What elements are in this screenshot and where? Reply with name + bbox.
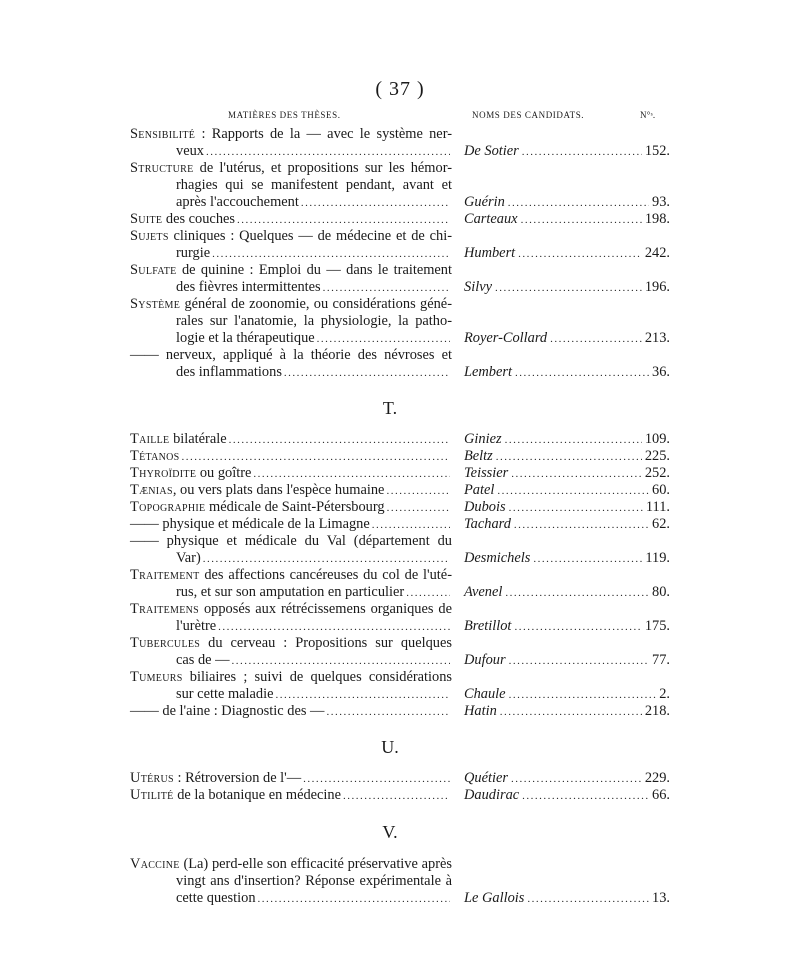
dot-leader <box>511 771 642 788</box>
entry-subject-text: cette question <box>176 890 256 906</box>
entry-line <box>130 330 670 347</box>
index-entry <box>130 347 670 381</box>
thesis-number: 119. <box>645 550 670 566</box>
dot-leader <box>218 619 450 636</box>
thesis-number: 213. <box>644 330 670 346</box>
entry-subject-text: logie et la thérapeutique <box>176 330 315 346</box>
dot-leader <box>212 246 450 263</box>
header-candidates: NOMS DES CANDIDATS. <box>472 110 585 120</box>
entry-line <box>130 211 670 228</box>
entry-subject-text: Utilité de la botanique en médecine <box>130 787 342 803</box>
dot-leader <box>550 331 642 348</box>
entry-line <box>130 296 670 313</box>
dot-leader <box>343 788 450 805</box>
dot-leader <box>508 195 649 212</box>
entry-line <box>130 618 670 635</box>
entry-subject-text: des fièvres intermittentes <box>176 279 321 295</box>
candidate-name: Lembert <box>464 364 512 380</box>
dot-leader <box>511 466 642 483</box>
section-letter-t: T. <box>382 398 398 418</box>
entry-line <box>130 770 670 787</box>
candidate-name: Tachard <box>464 516 511 532</box>
entry-line <box>130 177 670 194</box>
entry-subject-text: veux <box>176 143 204 159</box>
entry-subject-text: Vaccine (La) perd-elle son efficacité préservative après <box>130 856 452 872</box>
dot-leader <box>229 432 450 449</box>
entry-subject-text: Tubercules du cerveau : Propositions sur quelques <box>130 635 452 651</box>
index-entry <box>130 431 670 448</box>
entry-subject-text: après l'accouchement <box>176 194 299 210</box>
entry-subject-text: Système général de zoonomie, ou considérations géné- <box>130 296 452 312</box>
dot-leader <box>232 653 450 670</box>
dot-leader <box>276 687 451 704</box>
index-entry <box>130 448 670 465</box>
candidate-name: Le Gallois <box>464 890 525 906</box>
dot-leader <box>509 653 649 670</box>
candidate-name: Hatin <box>464 703 497 719</box>
section-s <box>130 126 670 381</box>
entry-subject-text: Utérus : Rétroversion de l'— <box>130 770 302 786</box>
index-entry <box>130 228 670 262</box>
entry-subject-text: cas de — <box>176 652 230 668</box>
entry-subject-text: —— nerveux, appliqué à la théorie des névroses et <box>130 347 452 363</box>
entry-line <box>130 873 670 890</box>
thesis-number: 111. <box>645 499 670 515</box>
thesis-number: 13. <box>652 890 670 906</box>
index-entry <box>130 499 670 516</box>
entry-subject-text: Thyroïdite ou goître <box>130 465 252 481</box>
candidate-name: Silvy <box>464 279 492 295</box>
entry-line <box>130 482 670 499</box>
dot-leader <box>515 365 649 382</box>
entry-line <box>130 787 670 804</box>
entry-line <box>130 228 670 245</box>
entry-subject-text: Tumeurs biliaires ; suivi de quelques considérations <box>130 669 452 685</box>
index-entry <box>130 482 670 499</box>
thesis-number: 66. <box>652 787 670 803</box>
index-entry <box>130 516 670 533</box>
entry-line <box>130 567 670 584</box>
candidate-name: Dufour <box>464 652 506 668</box>
index-entry <box>130 856 670 907</box>
index-entry <box>130 160 670 211</box>
thesis-number: 196. <box>644 279 670 295</box>
section-letter-v: V. <box>382 822 398 842</box>
thesis-number: 229. <box>644 770 670 786</box>
dot-leader <box>237 212 450 229</box>
entry-line <box>130 584 670 601</box>
thesis-number: 109. <box>644 431 670 447</box>
dot-leader <box>326 704 450 721</box>
index-entry <box>130 567 670 601</box>
index-entry <box>130 787 670 804</box>
entry-subject-text: sur cette maladie <box>176 686 274 702</box>
candidate-name: Giniez <box>464 431 502 447</box>
dot-leader <box>533 551 642 568</box>
entry-subject-text: Sensibilité : Rapports de la — avec le système ner- <box>130 126 452 142</box>
dot-leader <box>206 144 450 161</box>
candidate-name: Avenel <box>464 584 503 600</box>
dot-leader <box>284 365 450 382</box>
entry-subject-text: Tétanos <box>130 448 180 464</box>
thesis-number: 198. <box>644 211 670 227</box>
dot-leader <box>203 551 450 568</box>
candidate-name: Daudirac <box>464 787 520 803</box>
entry-subject-text: Structure de l'utérus, et propositions sur les hémor- <box>130 160 452 176</box>
entry-line <box>130 635 670 652</box>
entry-line <box>130 465 670 482</box>
entry-subject-text: Var) <box>176 550 201 566</box>
entry-line <box>130 533 670 550</box>
entry-line <box>130 194 670 211</box>
entry-subject-text: rurgie <box>176 245 211 261</box>
dot-leader <box>253 466 450 483</box>
dot-leader <box>258 891 450 908</box>
entry-line <box>130 431 670 448</box>
entry-line <box>130 686 670 703</box>
entry-subject-text: Suite des couches <box>130 211 236 227</box>
section-u <box>130 770 670 804</box>
index-entry <box>130 770 670 787</box>
dot-leader <box>387 500 450 517</box>
dot-leader <box>514 619 641 636</box>
entry-line <box>130 669 670 686</box>
candidate-name: De Sotier <box>464 143 519 159</box>
candidate-name: Teissier <box>464 465 509 481</box>
entry-subject-text: Sulfate de quinine : Emploi du — dans le traitement <box>130 262 452 278</box>
index-entry <box>130 465 670 482</box>
header-numbers: N°ˢ. <box>640 110 656 120</box>
thesis-number: 36. <box>652 364 670 380</box>
candidate-name: Dubois <box>464 499 506 515</box>
entry-line <box>130 245 670 262</box>
entry-subject-text: —— physique et médicale de la Limagne <box>130 516 370 532</box>
entry-line <box>130 448 670 465</box>
thesis-number: 218. <box>644 703 670 719</box>
index-entry <box>130 533 670 567</box>
candidate-name: Quétier <box>464 770 508 786</box>
header-subjects: MATIÈRES DES THÈSES. <box>228 110 341 120</box>
entry-line <box>130 347 670 364</box>
dot-leader <box>500 704 642 721</box>
entry-line <box>130 550 670 567</box>
entry-line <box>130 652 670 669</box>
thesis-number: 252. <box>644 465 670 481</box>
index-entry <box>130 635 670 669</box>
index-entry <box>130 211 670 228</box>
thesis-number: 77. <box>652 652 670 668</box>
thesis-number: 225. <box>644 448 670 464</box>
entry-subject-text: Sujets cliniques : Quelques — de médecine et de chi- <box>130 228 452 244</box>
candidate-name: Patel <box>464 482 495 498</box>
candidate-name: Humbert <box>464 245 516 261</box>
dot-leader <box>301 195 450 212</box>
dot-leader <box>303 771 450 788</box>
index-entry <box>130 601 670 635</box>
section-t <box>130 431 670 720</box>
dot-leader <box>323 280 450 297</box>
entry-subject-text: vingt ans d'insertion? Réponse expérimentale à <box>176 873 452 889</box>
thesis-number: 60. <box>652 482 670 498</box>
candidate-name: Beltz <box>464 448 493 464</box>
candidate-name: Guérin <box>464 194 505 210</box>
entry-line <box>130 160 670 177</box>
index-entry <box>130 126 670 160</box>
entry-subject-text: l'urètre <box>176 618 217 634</box>
dot-leader <box>182 449 450 466</box>
entry-line <box>130 856 670 873</box>
entry-line <box>130 364 670 381</box>
dot-leader <box>496 449 642 466</box>
entry-line <box>130 262 670 279</box>
index-entry <box>130 262 670 296</box>
dot-leader <box>527 891 649 908</box>
entry-line <box>130 703 670 720</box>
dot-leader <box>522 144 642 161</box>
dot-leader <box>522 788 649 805</box>
dot-leader <box>505 585 649 602</box>
candidate-name: Bretillot <box>464 618 512 634</box>
entry-line <box>130 313 670 330</box>
entry-line <box>130 499 670 516</box>
entry-subject-text: —— de l'aine : Diagnostic des — <box>130 703 325 719</box>
thesis-number: 93. <box>652 194 670 210</box>
thesis-number: 62. <box>652 516 670 532</box>
index-entry <box>130 296 670 347</box>
candidate-name: Chaule <box>464 686 506 702</box>
entry-subject-text: rus, et sur son amputation en particulier <box>176 584 405 600</box>
thesis-number: 152. <box>644 143 670 159</box>
thesis-number: 2. <box>659 686 670 702</box>
entry-line <box>130 279 670 296</box>
section-v <box>130 856 670 907</box>
section-letter-u: U. <box>381 737 399 757</box>
entry-line <box>130 890 670 907</box>
entry-subject-text: rhagies qui se manifestent pendant, avant et <box>176 177 452 193</box>
dot-leader <box>386 483 450 500</box>
index-entry <box>130 669 670 703</box>
entry-line <box>130 126 670 143</box>
entry-subject-text: Topographie médicale de Saint-Pétersbourg <box>130 499 385 515</box>
dot-leader <box>518 246 642 263</box>
entry-subject-text: Traitemens opposés aux rétrécissemens organiques de <box>130 601 452 617</box>
thesis-number: 242. <box>644 245 670 261</box>
thesis-number: 80. <box>652 584 670 600</box>
dot-leader <box>509 687 657 704</box>
entry-subject-text: Taille bilatérale <box>130 431 227 447</box>
entry-subject-text: —— physique et médicale du Val (département du <box>130 533 452 549</box>
dot-leader <box>495 280 642 297</box>
entry-subject-text: Tænias, ou vers plats dans l'espèce humaine <box>130 482 385 498</box>
dot-leader <box>317 331 450 348</box>
thesis-number: 175. <box>644 618 670 634</box>
entry-subject-text: rales sur l'anatomie, la physiologie, la patho- <box>176 313 452 329</box>
dot-leader <box>521 212 642 229</box>
dot-leader <box>505 432 642 449</box>
entry-line <box>130 601 670 618</box>
page-number: ( 37 ) <box>375 78 425 100</box>
entry-subject-text: des inflammations <box>176 364 282 380</box>
entry-line <box>130 143 670 160</box>
entry-subject-text: Traitement des affections cancéreuses du col de l'uté- <box>130 567 452 583</box>
dot-leader <box>406 585 450 602</box>
dot-leader <box>514 517 649 534</box>
dot-leader <box>372 517 450 534</box>
candidate-name: Carteaux <box>464 211 518 227</box>
index-entry <box>130 703 670 720</box>
dot-leader <box>509 500 643 517</box>
dot-leader <box>497 483 649 500</box>
candidate-name: Desmichels <box>464 550 531 566</box>
candidate-name: Royer-Collard <box>464 330 548 346</box>
entry-line <box>130 516 670 533</box>
